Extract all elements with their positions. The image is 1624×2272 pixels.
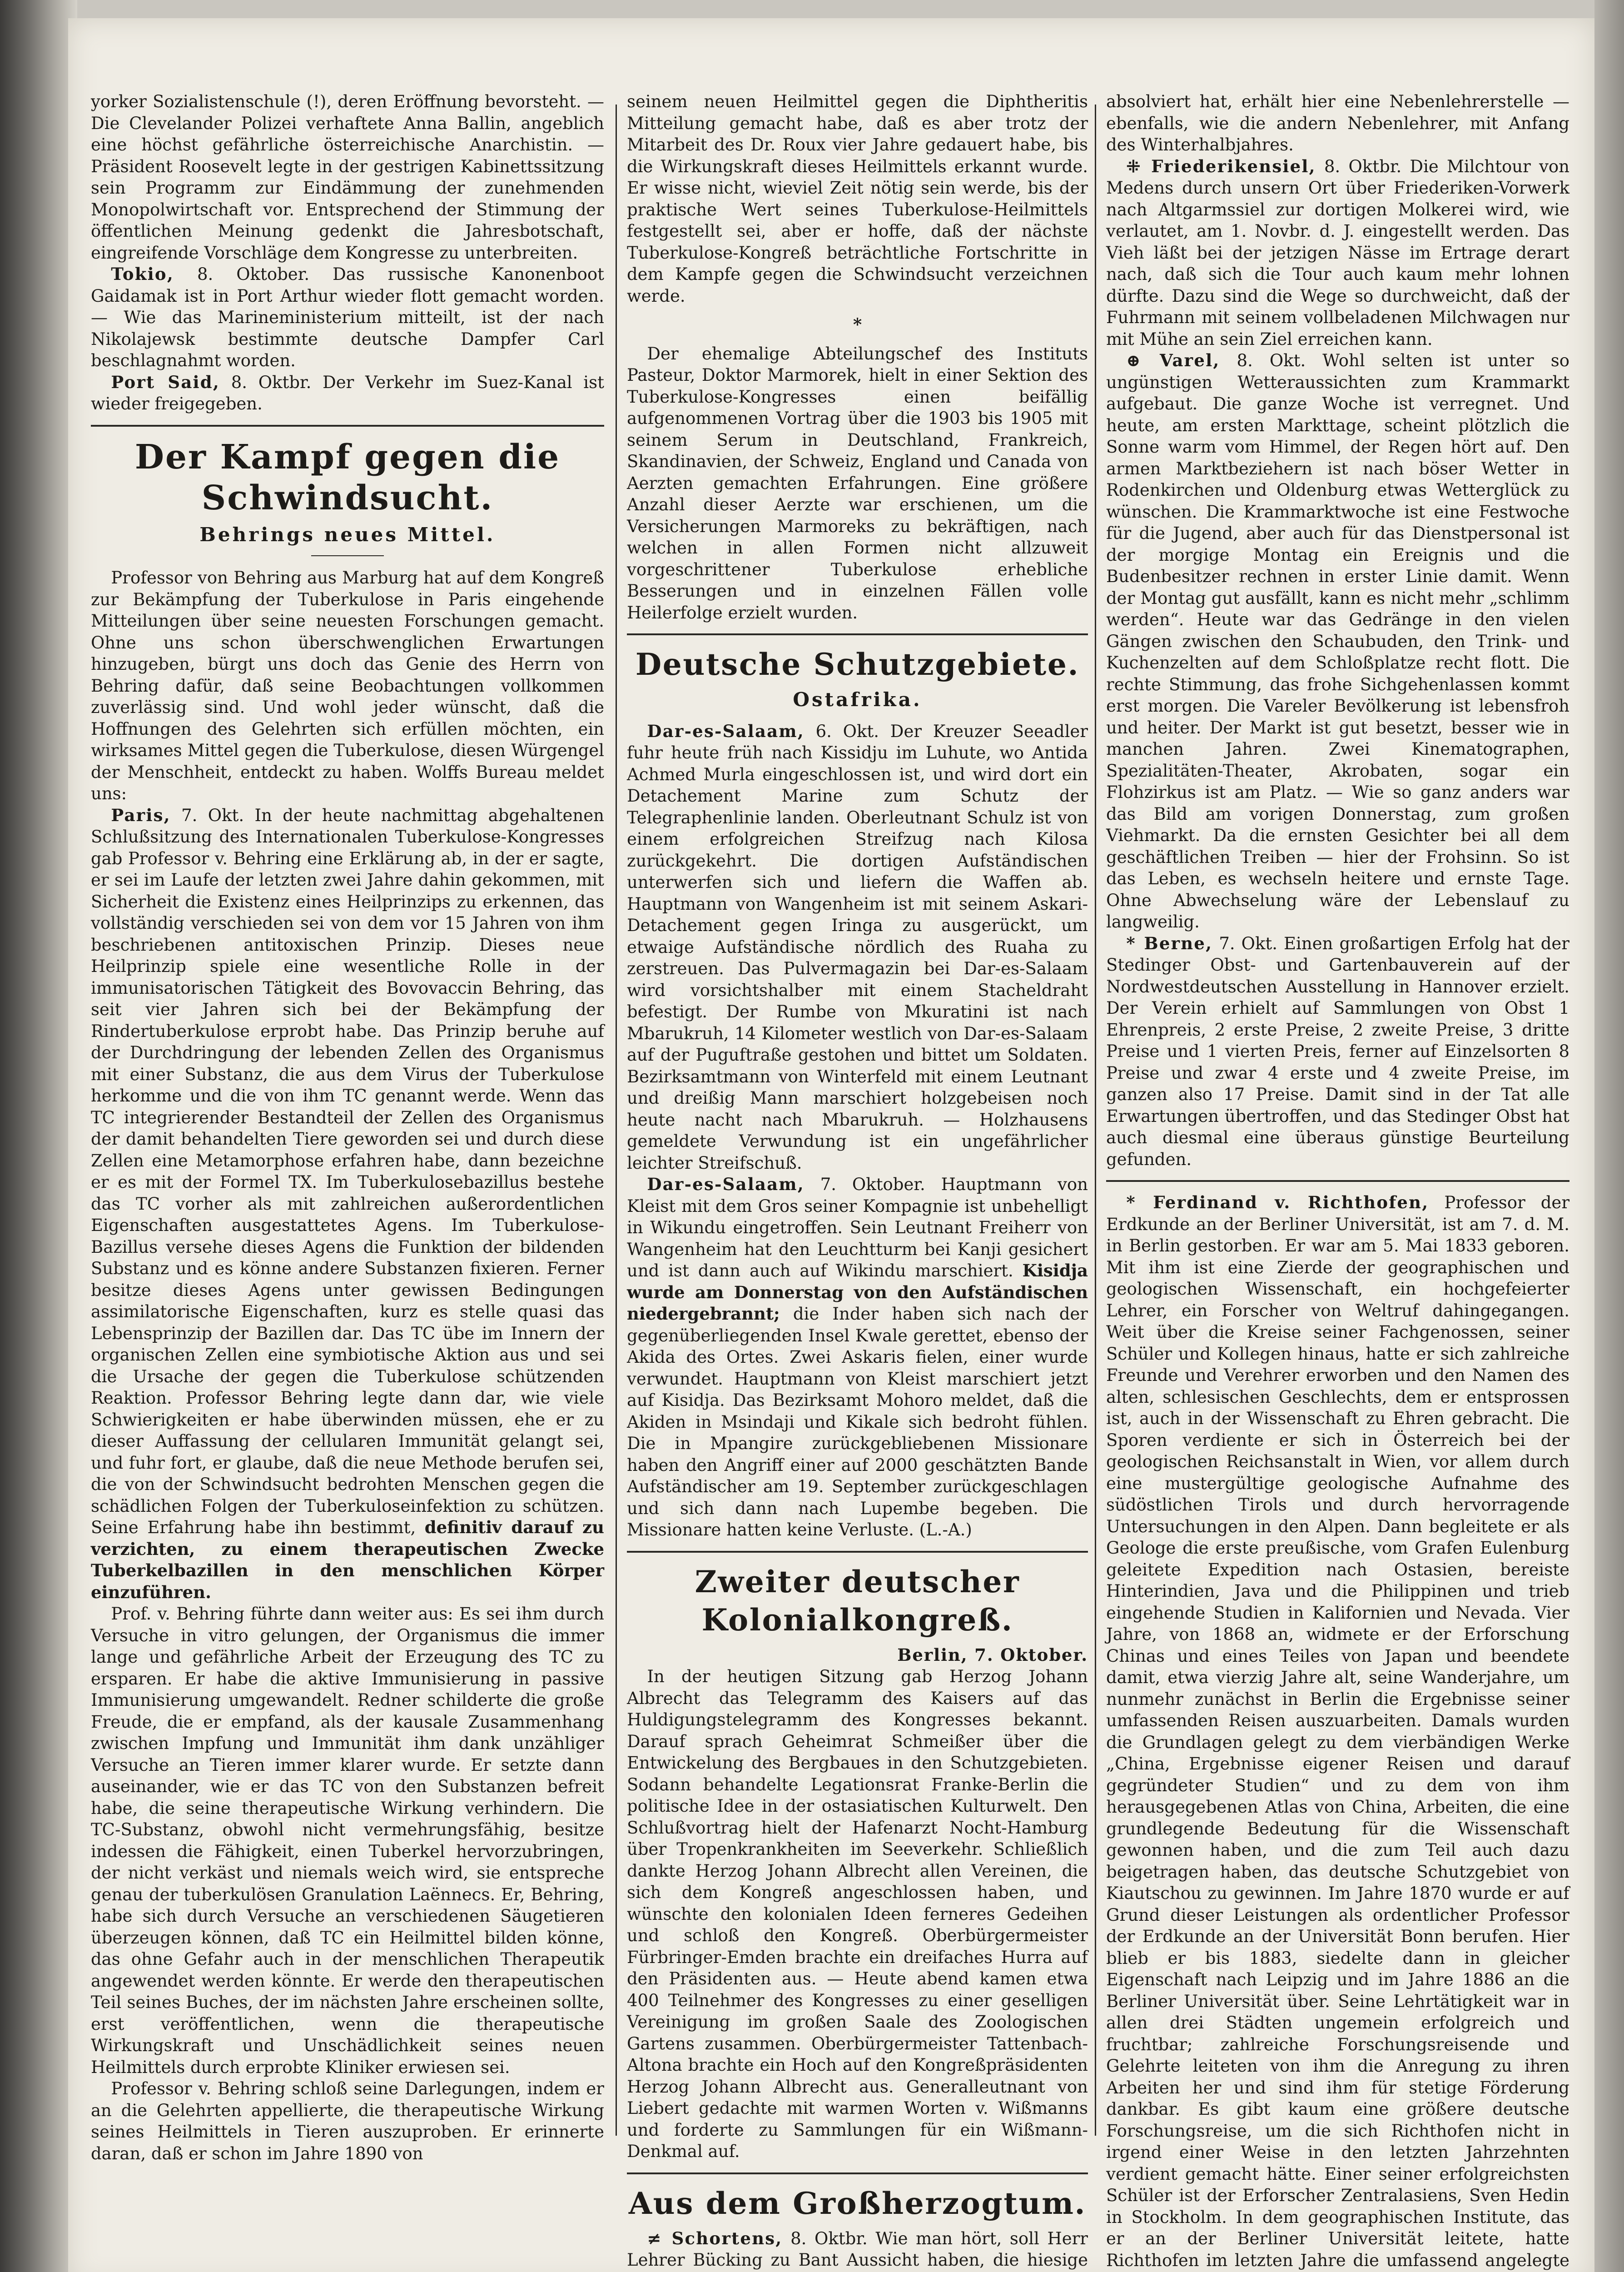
news-item xyxy=(1106,350,1569,933)
place-name: * Ferdinand v. Richthofen, xyxy=(1126,1192,1429,1212)
article-text: 7. Oktober. Hauptmann von Kleist mit dem Gros seiner Kompagnie ist unbehelligt in Wikundu eingetroffen. Sein Leutnant Freiherr von Wangenheim hat den Leuchtturm bei Kanji gesichert und ist dann auch auf Wikindu marschiert. xyxy=(627,1175,1088,1280)
place-name: Dar-es-Salaam, xyxy=(647,721,805,741)
news-item xyxy=(91,372,604,415)
column-rule xyxy=(616,105,617,2136)
news-item xyxy=(1106,156,1569,350)
place-name: * Berne, xyxy=(1126,933,1213,953)
place-name: Dar-es-Salaam, xyxy=(647,1174,805,1194)
place-name: Port Said, xyxy=(111,372,220,392)
book-binding xyxy=(0,0,77,2272)
article-heading: Der Kampf gegen die Schwindsucht. xyxy=(134,437,561,518)
article-text: 8. Oktbr. Die Milchtour von Medens durch unsern Ort über Friederiken-Vorwerk nach Altgarmssiel zur dortigen Molkerei wird, wie verlautet, am 1. Novbr. d. J. eingestellt werden. Das Vieh läßt bei der jetzigen Nässe im Ertrage derart nach, daß sich die Tour auch kaum mehr lohnen dürfte. Dazu sind die Wege so durchweicht, daß der Fuhrmann mit seinem vollbeladenen Milchwagen nur mit Mühe an sein Ziel erreichen kann. xyxy=(1106,156,1569,349)
news-item xyxy=(627,721,1088,1174)
article-text: In der heutigen Sitzung gab Herzog Johann Albrecht das Telegramm des Kaisers auf das Huldigungstelegramm des Kongresses bekannt. Darauf sprach Geheimrat Schmeißer über die Entwickelung des Bergbaues in den Schutzgebieten. Sodann behandelte Legationsrat Franke-Berlin die politische Idee in der ostasiatischen Kulturwelt. Den Schlußvortrag hielt der Hafenarzt Nocht-Hamburg über Tropenkrankheiten im Seeverkehr. Schließlich dankte Herzog Johann Albrecht allen Vereinen, die sich dem Kongreß angeschlossen haben, und wünschte den kolonialen Ideen ferneres Gedeihen und schloß den Kongreß. Oberbürgermeister Fürbringer-Emden brachte ein dreifaches Hurra auf den Präsidenten aus. — Heute abend kamen etwa 400 Teilnehmer des Kongresses zu einer geselligen Vereinigung im großen Saale des Zoologischen Gartens zusammen. Oberbürgermeister Tattenbach-Altona brachte ein Hoch auf den Kongreßpräsidenten Herzog Johann Albrecht aus. Generalleutnant von Liebert gedachte mit warmen Worten v. Wißmanns und forderte zu Sammlungen für ein Wißmann-Denkmal auf. xyxy=(627,1667,1088,2161)
article-text: Der ehemalige Abteilungschef des Instituts Pasteur, Doktor Marmorek, hielt in einer Sektion des Tuberkulose-Kongresses einen beifällig aufgenommenen Vortrag über die 1903 bis 1905 mit seinem Serum in Deutschland, Frankreich, Skandinavien, der Schweiz, England und Canada von Aerzten gemachten Erfahrungen. Eine größere Anzahl dieser Aerzte war erschienen, um die Versicherungen Marmoreks zu bekräftigen, nach welchen in allen Formen nicht allzuweit vorgeschrittener Tuberkulose erhebliche Besserungen und in einzelnen Fällen volle Heilerfolge erzielt wurden. xyxy=(627,344,1088,623)
section-divider xyxy=(627,2172,1088,2174)
article-subheading: Ostafrika. xyxy=(793,688,922,711)
place-name: Tokio, xyxy=(111,264,174,284)
news-item xyxy=(1106,1192,1569,2272)
column-1 xyxy=(91,91,605,2163)
article-text: 8. Oktbr. Wie man hört, soll Herr Lehrer Bücking zu Bant Aussicht haben, die hiesige xyxy=(627,2228,1088,2270)
section-star: * xyxy=(853,314,862,334)
article-text: seinem neuen Heilmittel gegen die Diphtheritis Mitteilung gemacht habe, daß es aber trotz der Mitarbeit des Dr. Roux vier Jahre gedauert habe, bis die Wirkungskraft dieses Heilmittels erkannt wurde. Er wisse nicht, wieviel Zeit nötig sein werde, bis der praktische Wert seines Tuberkulose-Heilmittels festgestellt sei, aber er hoffe, daß der nächste Tuberkulose-Kongreß beträchtliche Fortschritte in dem Kampfe gegen die Schwindsucht verzeichnen werde. xyxy=(627,92,1088,306)
section-divider xyxy=(627,1551,1088,1553)
article-text: Professor von Behring aus Marburg hat auf dem Kongreß zur Bekämpfung der Tuberkulose in Paris eingehende Mitteilungen über seine neuesten Forschungen gemacht. Ohne uns schon überschwenglichen Erwartungen hinzugeben, bürgt uns doch das Genie des Herrn von Behring dafür, daß seine Beobachtungen vollkommen zuverlässig sind. Und wohl jeder wünscht, daß die Hoffnungen des Gelehrten sich erfüllen möchten, ein wirksames Mittel gegen die Tuberkulose, diesen Würgengel der Menschheit, entdeckt zu haben. Wolffs Bureau meldet uns: xyxy=(91,568,604,803)
article-heading: Zweiter deutscher Kolonialkongreß. xyxy=(695,1564,1020,1638)
section-divider xyxy=(91,425,604,427)
article-subheading: Behrings neues Mittel. xyxy=(199,523,496,546)
emphasis-text: Kisidja wurde am Donnerstag von den Aufständischen niedergebrannt; xyxy=(627,1261,1088,1324)
article-text: 8. Oktober. Das russische Kanonenboot Gaidamak ist in Port Arthur wieder flott gemacht worden. — Wie das Marineministerium mitteilt, ist der nach Nikolajewsk bestimmte deutsche Dampfer Carl beschlagnahmt worden. xyxy=(91,264,605,370)
dateline: Berlin, 7. Oktober. xyxy=(897,1644,1088,1665)
news-item xyxy=(91,805,604,1604)
article-text: die Inder haben sich nach der gegenüberliegenden Insel Kwale gerettet, ebenso der Akida des Ortes. Zwei Askaris fielen, einer wurde verwundet. Hauptmann von Kleist marschiert jetzt auf Kisidja. Das Bezirksamt Mohoro meldet, daß die Akiden in Msindaji und Kikale sich bedroht fühlen. Die in Mpangire zurückgebliebenen Missionare haben den Angriff einer auf 2000 geschätzten Bande Aufständischer am 19. September zurückgeschlagen und sich dann nach Lupembe begeben. Die Missionare hatten keine Verluste. (L.-A.) xyxy=(627,1304,1088,1540)
place-name: ≠ Schortens, xyxy=(647,2228,783,2248)
news-item xyxy=(1106,933,1569,1171)
place-name: ⁜ Friederikensiel, xyxy=(1126,156,1316,176)
article-text: Prof. v. Behring führte dann weiter aus: Es sei ihm durch Versuche in vitro gelungen, der Organismus die immer lange und gefährliche Arbeit der Erzeugung des TC zu ersparen. Er habe die aktive Immunisierung in passive Immunisierung umgewandelt. Redner schilderte die große Freude, die er empfand, als der kausale Zusammenhang zwischen Impfung und Immunität ihm dank unzähliger Versuche an Tieren immer klarer wurde. Er setzte dann auseinander, wie er das TC von den Substanzen befreit habe, die seine therapeutische Wirkung verhindern. Die TC-Substanz, obwohl nicht vermehrungsfähig, besitze indessen die Fähigkeit, einen Tuberkel hervorzubringen, der nicht verkäst und niemals weich wird, sie entspreche genau der tuberkulösen Granulation Laënnecs. Er, Behring, habe sich durch Versuche an verschiedenen Säugetieren überzeugen können, daß TC ein Heilmittel bilden könne, das ohne Gefahr auch in der menschlichen Therapeutik angewendet werden könnte. Er werde den therapeutischen Teil seines Buches, der im nächsten Jahre erscheinen sollte, erst veröffentlichen, wenn die therapeutische Wirkungskraft und Unschädlichkeit seines neuen Heilmittels durch erprobte Kliniker erwiesen sei. xyxy=(91,1604,604,2077)
article-heading: Aus dem Großherzogtum. xyxy=(628,2185,1087,2221)
column-rule xyxy=(1095,105,1096,2136)
article-text: 8. Okt. Wohl selten ist unter so ungünstigen Wetteraussichten zum Krammarkt aufgebaut. Die ganze Woche ist verregnet. Und heute, am ersten Markttage, scheint plötzlich die Sonne warm vom Himmel, der Regen hört auf. Den armen Marktbeziehern ist nach böser Wetter in Rodenkirchen und Oldenburg etwas Wetterglück zu wünschen. Die Krammarktwoche ist eine Festwoche für die Jugend, aber auch für das Dienstpersonal ist der morgige Montag ein Ereignis und die Budenbesitzer rechnen in erster Linie damit. Wenn der Montag gut ausfällt, kann es nicht mehr „schlimm werden“. Heute war das Gedränge in den vielen Gängen zwischen den Schaubuden, den Trink- und Kuchenzelten auf dem Schloßplatze recht flott. Die rechte Stimmung, das frohe Sichgehenlassen kommt erst morgen. Die Vareler Bevölkerung ist lebensfroh und heiter. Der Markt ist gut besetzt, besser wie in manchen Jahren. Zwei Kinematographen, Spezialitäten-Theater, Akrobaten, sogar ein Flohzirkus ist am Platz. — Wie so ganz anders war das Bild am vorigen Donnerstag, zum großen Viehmarkt. Da die ernsten Gesichter bei all dem geschäftlichen Treiben — hier der Frohsinn. So ist das Leben, es wechseln heitere und ernste Tage. Ohne Abwechselung wäre der Lebenslauf zu langweilig. xyxy=(1106,351,1570,932)
place-name: ⊕ Varel, xyxy=(1126,350,1220,370)
section-divider xyxy=(627,633,1088,635)
article-text: 6. Okt. Der Kreuzer Seeadler fuhr heute früh nach Kissidju im Luhute, wo Antida Achmed Murla eingeschlossen ist, und wird dort ein Detachement Marine zum Schutz der Telegraphenlinie landen. Oberleutnant Schulz ist von einem erfolgreichen Streifzug nach Kilosa zurückgekehrt. Die dortigen Aufständischen unterwerfen sich und liefern die Waffen ab. Hauptmann von Wangenheim ist mit seinem Askari-Detachement gegen Iringa zu ausgerückt, um etwaige Aufständische nördlich des Ruaha zu zerstreuen. Das Pulvermagazin bei Dar-es-Salaam wird vorsichtshalber mit einem Stacheldraht befestigt. Der Rumbe von Mkuratini ist nach Mbarukruh, 14 Kilometer westlich von Dar-es-Salaam auf der Puguftraße gestohen und bittet um Soldaten. Bezirksamtmann von Winterfeld mit einem Leutnant und dreißig Mann marschiert holzgebeisen noch heute nacht nach Mbarukruh. — Holzhausens gemeldete Verwundung ist ein ungefährlicher leichter Streifschuß. xyxy=(627,721,1088,1173)
article-text: 8. Oktbr. Der Verkehr im Suez-Kanal ist wieder freigegeben. xyxy=(91,372,604,414)
place-name: Paris, xyxy=(111,805,171,825)
emphasis-text: definitiv darauf zu verzichten, zu einem therapeutischen Zwecke Tuberkelbazillen in den menschlichen Körper einzuführen. xyxy=(91,1517,604,1602)
news-item xyxy=(627,1174,1088,1541)
article-text: yorker Sozialistenschule (!), deren Eröffnung bevorsteht. — Die Clevelander Polizei verhaftete Anna Ballin, angeblich eine höchst gefährliche österreichische Anarchistin. — Präsident Roosevelt legte in der gestrigen Kabinettssitzung sein Programm zur Eindämmung der zunehmenden Monopolwirtschaft vor. Entsprechend der Stimmung der öffentlichen Meinung gedenkt die Jahresbotschaft, eingreifende Vorschläge dem Kongresse zu unterbreiten. xyxy=(91,92,604,263)
column-2 xyxy=(627,91,1088,2270)
news-item xyxy=(627,2228,1088,2272)
article-heading: Deutsche Schutzgebiete. xyxy=(635,647,1080,682)
news-item xyxy=(91,264,604,372)
page-edge xyxy=(1594,0,1624,2272)
article-text: Professor der Erdkunde an der Berliner Universität, ist am 7. d. M. in Berlin gestorben. Er war am 5. Mai 1833 geboren. Mit ihm ist eine Zierde der geographischen und geologischen Wissenschaft, ein hochgefeierter Lehrer, ein Forscher von Weltruf dahingegangen. Weit über die Kreise seiner Fachgenossen, seiner Schüler und Kollegen hinaus, hatte er sich zahlreiche Freunde und Verehrer erworben und den Namen des alten, schlesischen Geschlechts, dem er entsprossen ist, auch in der Wissenschaft zu Ehren gebracht. Die Sporen verdiente er sich in Österreich bei der geologischen Reichsanstalt in Wien, vor allem durch eine mustergültige geologische Aufnahme des südöstlichen Tirols und durch hervorragende Untersuchungen in den Alpen. Dann begleitete er als Geologe die erste preußische, vom Grafen Eulenburg geleitete Expedition nach Ostasien, bereiste Hinterindien, Java und die Philippinen und trieb eingehende Studien in Kalifornien und Nevada. Vier Jahre, von 1868 an, widmete er der Erforschung Chinas und eines Teiles von Japan und beendete damit, etwa vierzig Jahre alt, seine Wanderjahre, um nunmehr zunächst in Berlin die Ergebnisse seiner umfassenden Reisen auszuarbeiten. Damals wurden die Grundlagen gelegt zu dem vierbändigen Werke „China, Ergebnisse eigener Reisen und darauf gegründeter Studien“ und zu dem von ihm herausgegebenen Atlas von China, Arbeiten, die eine grundlegende Bedeutung für die Wissenschaft gewonnen haben, und die zum Teil auch dazu beigetragen haben, das deutsche Schutzgebiet von Kiautschou zu gewinnen. Im Jahre 1870 wurde er auf Grund dieser Leistungen als ordentlicher Professor der Erdkunde an der Universität Bonn berufen. Hier blieb er bis 1883, siedelte dann in gleicher Eigenschaft nach Leipzig und im Jahre 1886 an die Berliner Universität über. Seine Lehrtätigkeit war in allen drei Städten ungemein erfolgreich und fruchtbar; zahlreiche Forschungsreisende und Gelehrte leiteten von ihm die Anregung zu ihren Arbeiten her und sind ihm für stetige Förderung dankbar. Es gibt kaum eine größere deutsche Forschungsreise, um die sich Richthofen nicht in irgend einer Weise in den letzten Jahrzehnten verdient gemacht hätte. Einer seiner erfolgreichsten Schüler ist der Erforscher Zentralasiens, Sven Hedin in Stockholm. In dem geographischen Institute, das er an der Berliner Universität leitete, hatte Richthofen im letzten Jahre die umfassend angelegte xyxy=(1106,1193,1570,2270)
article-text: 7. Okt. Einen großartigen Erfolg hat der Stedinger Obst- und Gartenbauverein auf der Nordwestdeutschen Ausstellung in Hannover erzielt. Der Verein erhielt auf Sammlungen von Obst 1 Ehrenpreis, 2 erste Preise, 2 zweite Preise, 3 dritte Preise und 1 vierten Preis, ferner auf Einzelsorten 8 Preise und zwar 4 erste und 4 zweite Preise, im ganzen also 17 Preise. Damit sind in der Tat alle Erwartungen übertroffen, und das Stedinger Obst hat auch diesmal eine überaus günstige Beurteilung gefunden. xyxy=(1106,933,1569,1169)
article-text: absolviert hat, erhält hier eine Nebenlehrerstelle — ebenfalls, wie die andern Nebenlehrer, mit Anfang des Winterhalbjahres. xyxy=(1106,92,1569,154)
article-text: Professor v. Behring schloß seine Darlegungen, indem er an die Gelehrten appellierte, die therapeutische Wirkung seines Heilmittels in Tieren auszuproben. Er erinnerte daran, daß er schon im Jahre 1890 von xyxy=(91,2079,604,2163)
column-3 xyxy=(1106,91,1570,2270)
short-divider xyxy=(311,555,384,556)
article-text: 7. Okt. In der heute nachmittag abgehaltenen Schlußsitzung des Internationalen Tuberkulose-Kongresses gab Professor v. Behring eine Erklärung ab, in der er sagte, er sei im Laufe der letzten zwei Jahre dahin gekommen, mit Sicherheit die Existenz eines Heilprinzips zu erkennen, das vollständig verschieden sei von dem vor 15 Jahren von ihm beschriebenen antitoxischen Prinzip. Dieses neue Heilprinzip spiele eine wesentliche Rolle in der immunisatorischen Tätigkeit des Bovovaccin Behring, das seit vier Jahren sich bei der Bekämpfung der Rindertuberkulose erprobt habe. Das Prinzip beruhe auf der Durchdringung der lebenden Zellen des Organismus mit einer Substanz, die aus dem Virus der Tuberkulose herkomme und die von ihm TC genannt werde. Wenn das TC integrierender Bestandteil der Zellen des Organismus der damit behandelten Tiere geworden sei und durch diese Zellen eine Metamorphose erfahren habe, dann bezeichne er es mit der Formel TX. Im Tuberkulosebazillus bestehe das TC vorher als mit zahlreichen außerordentlichen Eigenschaften ausgestattetes Agens. Im Tuberkulose-Bazillus versehe dieses Agens die Funktion der bildenden Substanz und es könne andere Substanzen fixieren. Ferner besitze dieses Agens unter gewissen Bedingungen assimilatorische Eigenschaften, kurz es stelle quasi das Lebensprinzip der Bazillen dar. Das TC übe im Innern der organischen Zellen eine symbiotische Aktion aus und sei die Ursache der gegen die Tuberkulose schützenden Reaktion. Professor Behring legte dann dar, wie viele Schwierigkeiten er habe überwinden müssen, ehe er zu dieser Auffassung der cellularen Immunität gelangt sei, und fuhr fort, er glaube, daß die neue Methode berufen sei, die von der Schwindsucht bedrohten Menschen gegen die schädlichen Folgen der Tuberkuloseinfektion zu schützen. Seine Erfahrung habe ihn bestimmt, xyxy=(91,805,604,1537)
section-divider xyxy=(1106,1180,1569,1182)
